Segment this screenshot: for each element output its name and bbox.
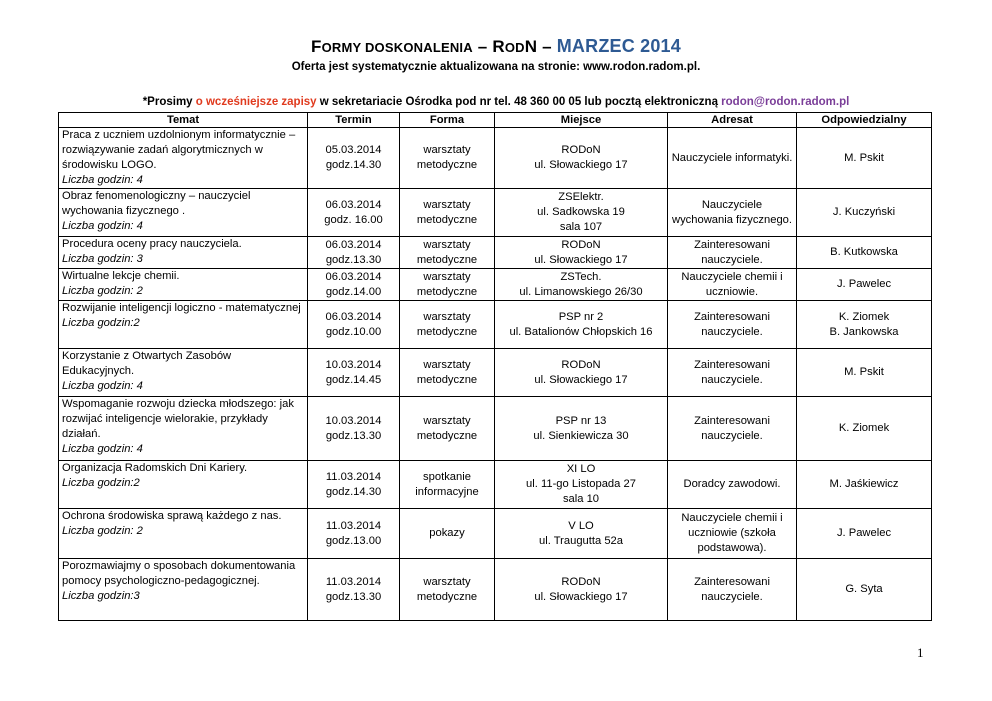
place-line-1: V LO (568, 519, 594, 532)
cell-place (495, 461, 668, 509)
cell-responsible (797, 509, 932, 559)
hours-text: Liczba godzin: 4 (62, 380, 143, 392)
place-line-1: XI LO (566, 463, 596, 475)
hours-text: Liczba godzin:3 (62, 590, 140, 602)
cell-topic (59, 269, 308, 301)
table-row (59, 128, 932, 189)
date-text: 05.03.2014 (325, 144, 382, 156)
cell-date (308, 128, 400, 189)
cell-place (495, 128, 668, 189)
place-line-2: ul. 11-go Listopada 27 (526, 478, 636, 490)
topic-text: Praca z uczniem uzdolnionym informatycznie – rozwiązywanie zadań algorytmicznych w środowisku LOGO. (62, 129, 296, 171)
place-line-2: ul. Traugutta 52a (539, 534, 623, 547)
place-line-1: PSP nr 13 (555, 414, 607, 427)
cell-topic (59, 461, 308, 509)
table-row (59, 397, 932, 461)
place-line-3: sala 107 (559, 221, 603, 233)
place-line-2: ul. Słowackiego 17 (534, 590, 628, 603)
table-row (59, 237, 932, 269)
page-number: 1 (917, 645, 924, 660)
cell-place (495, 559, 668, 621)
cell-audience: Zainteresowani nauczyciele. (668, 237, 797, 269)
place-line-1: ZSElektr. (558, 191, 604, 203)
cell-place (495, 269, 668, 301)
cell-audience: Zainteresowani nauczyciele. (668, 559, 797, 621)
time-text: godz. 16.00 (324, 213, 383, 226)
cell-date (308, 349, 400, 397)
cell-responsible (797, 397, 932, 461)
col-header-place: Miejsce (495, 113, 668, 128)
time-text: godz.13.30 (325, 590, 382, 603)
place-line-2: ul. Limanowskiego 26/30 (519, 285, 643, 298)
email-link[interactable]: rodon@rodon.radom.pl (721, 96, 850, 108)
cell-topic (59, 349, 308, 397)
date-text: 11.03.2014 (325, 519, 382, 532)
responsible-name: M. Jaśkiewicz (829, 478, 899, 490)
cell-place (495, 509, 668, 559)
place-line-2: ul. Sadkowska 19 (537, 206, 625, 218)
cell-audience: Nauczyciele informatyki. (668, 128, 797, 189)
responsible-name: M. Pskit (844, 151, 884, 164)
cell-responsible (797, 128, 932, 189)
cell-place (495, 189, 668, 237)
cell-date (308, 509, 400, 559)
date-text: 11.03.2014 (325, 575, 382, 588)
cell-responsible (797, 189, 932, 237)
hours-text: Liczba godzin: 2 (62, 285, 143, 297)
schedule-table (58, 112, 932, 621)
responsible-name: K. Ziomek (838, 310, 890, 323)
date-text: 10.03.2014 (325, 414, 382, 427)
cell-audience: Nauczyciele chemii i uczniowie. (668, 269, 797, 301)
date-text: 06.03.2014 (325, 310, 382, 323)
cell-form: warsztaty metodyczne (400, 301, 495, 349)
topic-text: Wirtualne lekcje chemii. (62, 270, 180, 282)
topic-text: Organizacja Radomskich Dni Kariery. (62, 462, 248, 474)
place-line-3: sala 10 (562, 493, 600, 505)
cell-date (308, 237, 400, 269)
place-line-2: ul. Słowackiego 17 (534, 373, 628, 386)
cell-topic (59, 397, 308, 461)
responsible-name-2: B. Jankowska (829, 325, 899, 338)
hours-text: Liczba godzin:2 (62, 477, 140, 489)
table-row (59, 559, 932, 621)
topic-text: Rozwijanie inteligencji logiczno - matematycznej (62, 302, 301, 314)
table-row (59, 269, 932, 301)
col-header-date: Termin (308, 113, 400, 128)
place-line-1: ZSTech. (560, 270, 602, 283)
responsible-name: B. Kutkowska (830, 246, 898, 258)
cell-audience: Nauczyciele chemii i uczniowie (szkoła podstawowa). (668, 509, 797, 559)
place-line-1: RODoN (561, 358, 601, 371)
topic-text: Obraz fenomenologiczny – nauczyciel wychowania fizycznego . (62, 190, 251, 217)
time-text: godz.14.00 (325, 285, 382, 298)
table-row (59, 349, 932, 397)
cell-date (308, 461, 400, 509)
cell-audience: Zainteresowani nauczyciele. (668, 397, 797, 461)
place-line-1: RODoN (561, 238, 601, 251)
hours-text: Liczba godzin: 3 (62, 253, 143, 265)
cell-date (308, 301, 400, 349)
date-text: 10.03.2014 (325, 358, 382, 371)
cell-form: warsztaty metodyczne (400, 397, 495, 461)
cell-topic (59, 301, 308, 349)
cell-topic (59, 189, 308, 237)
subtitle: Oferta jest systematycznie aktualizowana na stronie: www.rodon.radom.pl. (291, 61, 701, 73)
col-header-responsible: Odpowiedzialny (797, 113, 932, 128)
responsible-name: J. Pawelec (836, 278, 892, 290)
cell-date (308, 189, 400, 237)
place-line-1: PSP nr 2 (558, 310, 604, 323)
table-header-row (59, 113, 932, 128)
topic-text: Porozmawiajmy o sposobach dokumentowania pomocy psychologiczno-pedagogicznej. (62, 560, 296, 587)
date-text: 06.03.2014 (325, 238, 382, 251)
place-line-2: ul. Słowackiego 17 (534, 159, 628, 171)
cell-date (308, 269, 400, 301)
cell-form: warsztaty metodyczne (400, 559, 495, 621)
responsible-name: J. Pawelec (836, 527, 892, 539)
cell-responsible (797, 237, 932, 269)
cell-form: spotkanie informacyjne (400, 461, 495, 509)
cell-date (308, 559, 400, 621)
col-header-audience: Adresat (668, 113, 797, 128)
cell-responsible (797, 301, 932, 349)
date-text: 06.03.2014 (325, 270, 382, 283)
registration-notice: *Prosimy o wcześniejsze zapisy w sekretariacie Ośrodka pod nr tel. 48 360 00 05 lub pocztą elektroniczną rodon@rodon.radom.pl (142, 96, 850, 108)
cell-form: warsztaty metodyczne (400, 349, 495, 397)
col-header-topic: Temat (59, 113, 308, 128)
cell-place (495, 397, 668, 461)
cell-responsible (797, 559, 932, 621)
time-text: godz.14.30 (325, 159, 382, 171)
time-text: godz.13.30 (325, 253, 382, 266)
hours-text: Liczba godzin: 4 (62, 443, 143, 455)
hours-text: Liczba godzin: 4 (62, 220, 143, 232)
cell-topic (59, 128, 308, 189)
cell-topic (59, 509, 308, 559)
time-text: godz.14.30 (325, 485, 382, 498)
cell-form: warsztaty metodyczne (400, 237, 495, 269)
time-text: godz.14.45 (325, 373, 382, 386)
hours-text: Liczba godzin:2 (62, 317, 140, 329)
cell-audience: Zainteresowani nauczyciele. (668, 301, 797, 349)
cell-audience: Nauczyciele wychowania fizycznego. (668, 189, 797, 237)
cell-responsible (797, 269, 932, 301)
place-line-2: ul. Sienkiewicza 30 (533, 429, 629, 442)
topic-text: Korzystanie z Otwartych Zasobów Edukacyjnych. (62, 350, 232, 377)
cell-audience: Zainteresowani nauczyciele. (668, 349, 797, 397)
cell-responsible (797, 461, 932, 509)
cell-place (495, 301, 668, 349)
cell-topic (59, 237, 308, 269)
cell-form: pokazy (400, 509, 495, 559)
time-text: godz.13.30 (325, 429, 382, 442)
responsible-name: M. Pskit (844, 366, 884, 378)
cell-form: warsztaty metodyczne (400, 189, 495, 237)
place-line-1: RODoN (561, 575, 601, 588)
cell-responsible (797, 349, 932, 397)
topic-text: Wspomaganie rozwoju dziecka młodszego: jak rozwijać inteligencje wielorakie, przykłady działań. (62, 398, 294, 440)
responsible-name: J. Kuczyński (832, 206, 896, 218)
date-text: 11.03.2014 (325, 470, 382, 483)
cell-place (495, 349, 668, 397)
cell-topic (59, 559, 308, 621)
hours-text: Liczba godzin: 4 (62, 174, 143, 186)
col-header-form: Forma (400, 113, 495, 128)
cell-audience: Doradcy zawodowi. (668, 461, 797, 509)
page-title: FORMY DOSKONALENIA – RODN – MARZEC 2014 (311, 36, 681, 56)
table-row (59, 301, 932, 349)
topic-text: Procedura oceny pracy nauczyciela. (62, 238, 242, 250)
time-text: godz.10.00 (325, 325, 382, 338)
table-row (59, 461, 932, 509)
cell-form: warsztaty metodyczne (400, 269, 495, 301)
responsible-name: K. Ziomek (838, 422, 890, 434)
cell-form: warsztaty metodyczne (400, 128, 495, 189)
table-row (59, 189, 932, 237)
time-text: godz.13.00 (325, 534, 382, 547)
place-line-2: ul. Słowackiego 17 (534, 253, 628, 266)
responsible-name: G. Syta (845, 583, 883, 595)
cell-place (495, 237, 668, 269)
cell-date (308, 397, 400, 461)
place-line-1: RODoN (561, 144, 601, 156)
hours-text: Liczba godzin: 2 (62, 525, 143, 537)
place-line-2: ul. Batalionów Chłopskich 16 (509, 325, 653, 338)
date-text: 06.03.2014 (325, 198, 382, 211)
table-row (59, 509, 932, 559)
topic-text: Ochrona środowiska sprawą każdego z nas. (62, 510, 282, 522)
